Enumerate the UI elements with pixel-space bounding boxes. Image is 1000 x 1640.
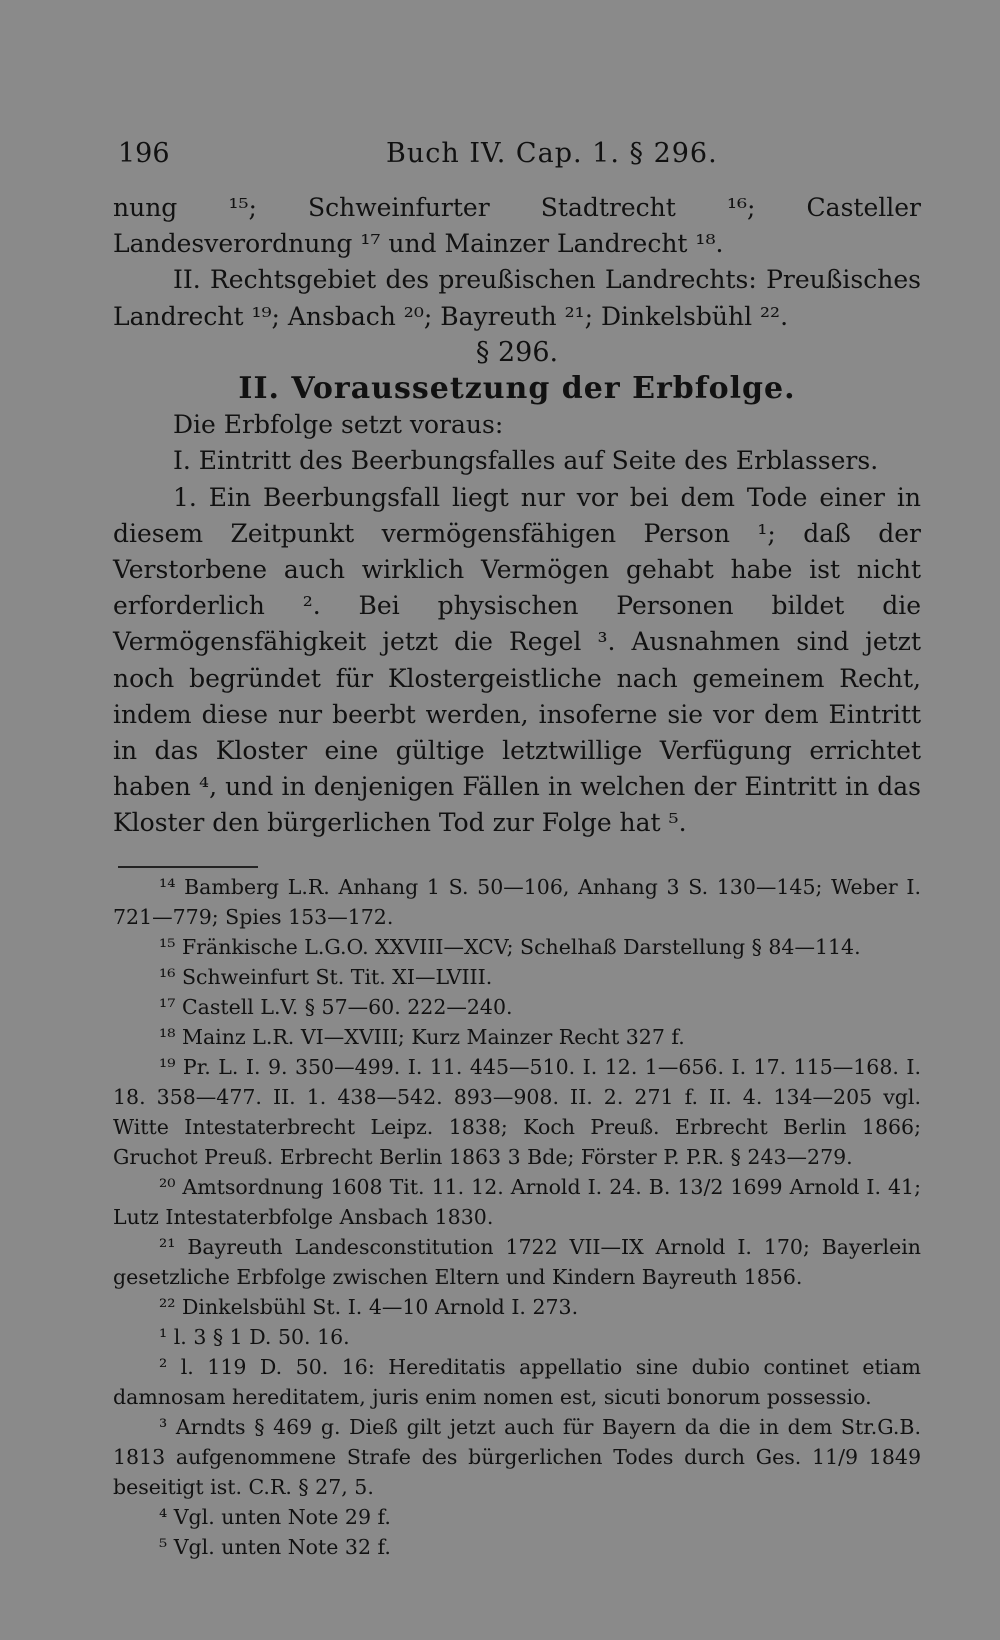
footnote: ¹⁷ Castell L.V. § 57—60. 222—240.: [159, 995, 513, 1019]
footnote-divider: [118, 866, 258, 868]
main-text: [113, 190, 921, 842]
sub-heading: I. Eintritt des Beerbungsfalles auf Seite des Erblassers.: [173, 446, 879, 476]
footnote: ¹⁵ Fränkische L.G.O. XXVIII—XCV; Schelhaß Darstellung § 84—114.: [159, 935, 861, 959]
paragraph-beerbungsfall: 1. Ein Beerbungsfall liegt nur vor bei dem Tode einer in diesem Zeitpunkt vermögensfähigen Person ¹; daß der Verstorbene auch wirklich Vermögen gehabt habe ist nicht erforderlich ². Bei physischen Personen bildet die Vermögensfähigkeit jetzt die Regel ³. Ausnahmen sind jetzt noch begründet für Klostergeistliche nach gemeinem Recht, indem diese nur beerbt werden, insoferne sie vor dem Eintritt in das Kloster eine gültige letztwillige Verfügung errichtet haben ⁴, und in denjenigen Fällen in welchen der Eintritt in das Kloster den bürgerlichen Tod zur Folge hat ⁵.: [113, 482, 921, 838]
section-title: II. Voraussetzung der Erbfolge.: [238, 371, 796, 407]
intro-line: Die Erbfolge setzt voraus:: [173, 410, 504, 440]
footnote: ³ Arndts § 469 g. Dieß gilt jetzt auch für Bayern da die in dem Str.G.B. 1813 aufgenommene Strafe des bürgerlichen Todes durch Ges. 11/9 1849 beseitigt ist. C.R. § 27, 5.: [113, 1415, 921, 1499]
footnote: ¹ l. 3 § 1 D. 50. 16.: [159, 1325, 350, 1349]
paragraph-continuation: nung ¹⁵; Schweinfurter Stadtrecht ¹⁶; Casteller Landesverordnung ¹⁷ und Mainzer Landrecht ¹⁸.: [113, 193, 921, 259]
footnote: ¹⁸ Mainz L.R. VI—XVIII; Kurz Mainzer Recht 327 f.: [159, 1025, 685, 1049]
footnote: ¹⁹ Pr. L. I. 9. 350—499. I. 11. 445—510. I. 12. 1—656. I. 17. 115—168. I. 18. 358—477. II. 1. 438—542. 893—908. II. 2. 271 f. II. 4. 134—205 vgl. Witte Intestaterbrecht Leipz. 1838; Koch Preuß. Erbrecht Berlin 1866; Gruchot Preuß. Erbrecht Berlin 1863 3 Bde; Förster P. P.R. § 243—279.: [113, 1055, 921, 1169]
footnote: ²⁰ Amtsordnung 1608 Tit. 11. 12. Arnold I. 24. B. 13/2 1699 Arnold I. 41; Lutz Intestaterbfolge Ansbach 1830.: [113, 1175, 921, 1229]
paragraph-prussian-law: II. Rechtsgebiet des preußischen Landrechts: Preußisches Landrecht ¹⁹; Ansbach ²⁰; Bayreuth ²¹; Dinkelsbühl ²².: [113, 265, 921, 331]
footnote: ²² Dinkelsbühl St. I. 4—10 Arnold I. 273.: [159, 1295, 579, 1319]
page-number: 196: [118, 138, 170, 169]
footnotes: [113, 872, 921, 1562]
footnote: ² l. 119 D. 50. 16: Hereditatis appellatio sine dubio continet etiam damnosam hereditatem, juris enim nomen est, sicuti bonorum possessio.: [113, 1355, 921, 1409]
footnote: ²¹ Bayreuth Landesconstitution 1722 VII—IX Arnold I. 170; Bayerlein gesetzliche Erbfolge zwischen Eltern und Kindern Bayreuth 1856.: [113, 1235, 921, 1289]
running-title: Buch IV. Cap. 1. § 296.: [386, 138, 718, 169]
footnote: ⁵ Vgl. unten Note 32 f.: [159, 1535, 391, 1559]
footnote: ¹⁶ Schweinfurt St. Tit. XI—LVIII.: [159, 965, 493, 989]
footnote: ¹⁴ Bamberg L.R. Anhang 1 S. 50—106, Anhang 3 S. 130—145; Weber I. 721—779; Spies 153—172.: [113, 875, 921, 929]
footnote: ⁴ Vgl. unten Note 29 f.: [159, 1505, 391, 1529]
section-mark: § 296.: [475, 336, 559, 368]
